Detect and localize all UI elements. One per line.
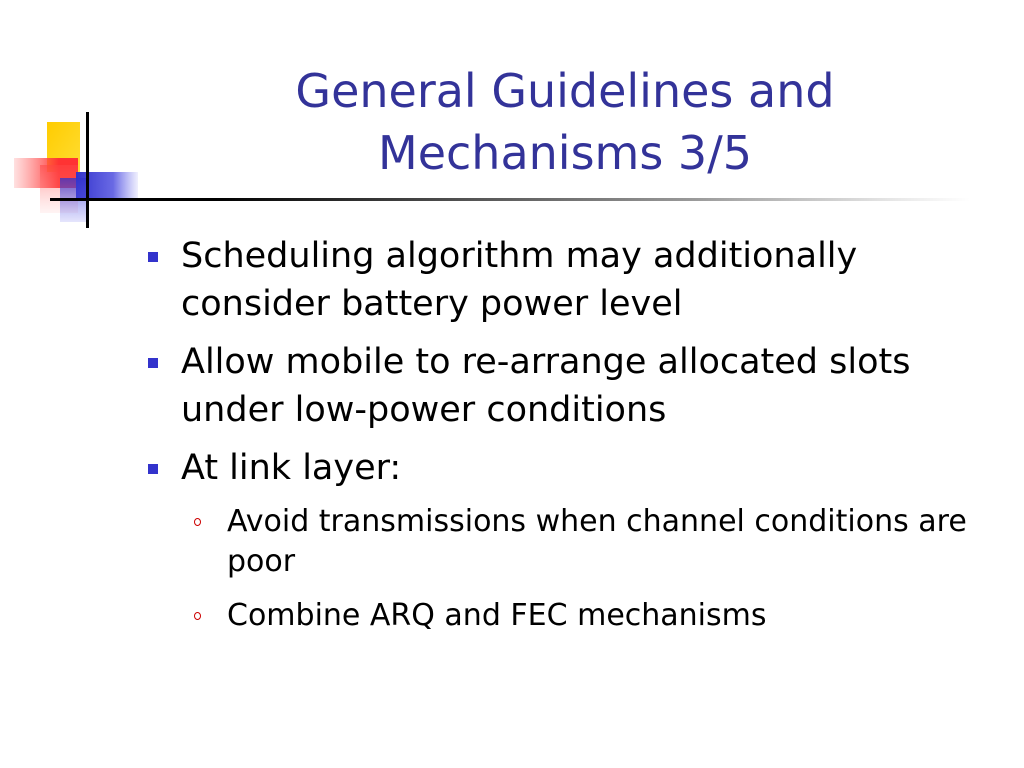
sub-bullet-text: Combine ARQ and FEC mechanisms bbox=[227, 598, 767, 633]
bullet-text: Allow mobile to re-arrange allocated slots under low-power conditions bbox=[181, 342, 911, 430]
square-bullet-icon bbox=[148, 252, 158, 262]
slide-title-line-2: Mechanisms 3/5 bbox=[378, 126, 752, 180]
bullet-item bbox=[140, 232, 990, 328]
sub-bullet-item bbox=[140, 502, 990, 582]
bullet-item bbox=[140, 338, 990, 434]
slide-title bbox=[200, 60, 930, 184]
logo-vertical-line bbox=[86, 112, 89, 228]
sub-bullet-item bbox=[140, 596, 990, 636]
bullet-text: Scheduling algorithm may additionally consider battery power level bbox=[181, 236, 858, 324]
decorative-logo-graphic bbox=[0, 0, 150, 240]
sub-bullet-list bbox=[140, 502, 990, 636]
sub-bullet-text: Avoid transmissions when channel conditions are poor bbox=[227, 504, 967, 579]
title-underline-rule bbox=[50, 198, 970, 201]
bullet-list bbox=[140, 232, 990, 650]
square-bullet-icon bbox=[148, 358, 158, 368]
bullet-text: At link layer: bbox=[181, 448, 402, 488]
slide-title-line-1: General Guidelines and bbox=[295, 64, 835, 118]
bullet-item bbox=[140, 444, 990, 492]
circle-bullet-icon bbox=[194, 612, 201, 620]
square-bullet-icon bbox=[148, 464, 158, 474]
circle-bullet-icon bbox=[194, 518, 201, 526]
